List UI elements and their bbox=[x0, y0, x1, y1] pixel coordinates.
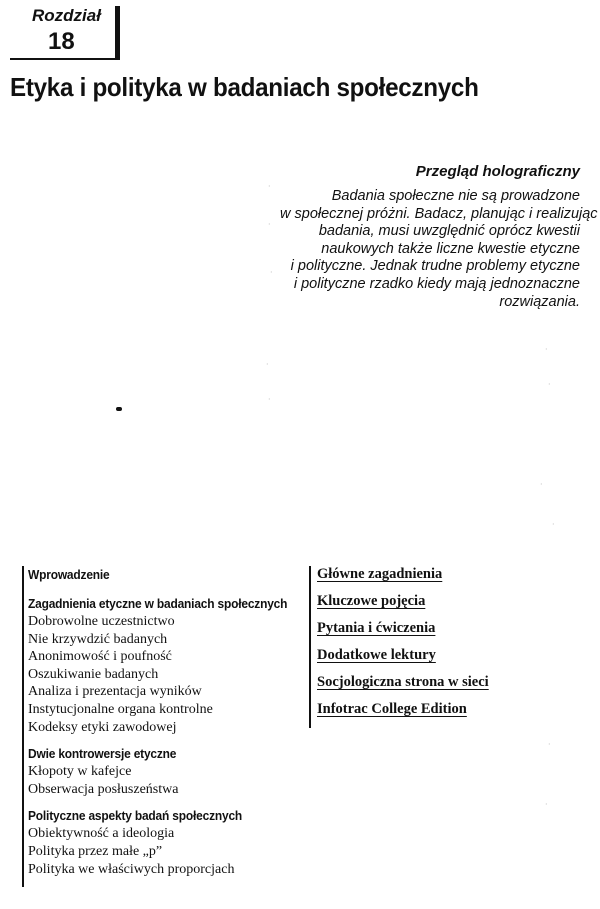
toc-item: Polityka przez małe „p” bbox=[28, 843, 163, 859]
chapter-number: 18 bbox=[48, 28, 75, 55]
toc-heading: Polityczne aspekty badań społecznych bbox=[28, 808, 243, 824]
toc-section bbox=[28, 807, 298, 878]
chapter-contents-right bbox=[309, 566, 502, 728]
bleed-through-marks: · bbox=[540, 480, 543, 489]
toc-section bbox=[28, 595, 298, 736]
toc-link-web-page: Socjologiczna strona w sieci bbox=[317, 674, 489, 690]
overview-line: w społecznej próżni. Badacz, planując i realizując bbox=[280, 205, 598, 222]
toc-link-infotrac: Infotrac College Edition bbox=[317, 701, 467, 717]
overview-line: naukowych także liczne kwestie etyczne bbox=[321, 240, 580, 257]
toc-item: Polityka we właściwych proporcjach bbox=[28, 861, 235, 877]
toc-item: Instytucjonalne organa kontrolne bbox=[28, 701, 213, 717]
toc-item: Kodeksy etyki zawodowej bbox=[28, 719, 177, 735]
overview-heading: Przegląd holograficzny bbox=[415, 163, 580, 180]
toc-section bbox=[28, 745, 298, 798]
bleed-through-marks: · bbox=[548, 380, 551, 389]
overview-line: i polityczne. Jednak trudne problemy etyczne bbox=[290, 258, 580, 275]
toc-heading: Wprowadzenie bbox=[28, 567, 110, 582]
chapter-title: Etyka i polityka w badaniach społecznych bbox=[10, 72, 479, 102]
chapter-label: Rozdział bbox=[32, 6, 101, 25]
toc-heading: Zagadnienia etyczne w badaniach społecznych bbox=[28, 596, 288, 611]
stray-mark bbox=[116, 407, 122, 411]
toc-link-main-topics: Główne zagadnienia bbox=[317, 566, 443, 582]
toc-item: Kłopoty w kafejce bbox=[28, 764, 132, 780]
overview-line: badania, musi uwzględnić oprócz kwestii bbox=[318, 223, 580, 240]
toc-item: Nie krzywdzić badanych bbox=[28, 631, 168, 647]
overview-line: i polityczne rzadko kiedy mają jednoznaczne bbox=[293, 275, 580, 292]
bleed-through-marks: · bbox=[268, 220, 271, 229]
chapter-badge bbox=[10, 6, 120, 60]
bleed-through-marks: · bbox=[552, 520, 555, 529]
overview-line: Badania społeczne nie są prowadzone bbox=[331, 188, 580, 204]
toc-link-questions: Pytania i ćwiczenia bbox=[317, 620, 436, 636]
overview-line: rozwiązania. bbox=[499, 293, 580, 310]
bleed-through-marks: · bbox=[270, 268, 273, 277]
toc-item: Obiektywność a ideologia bbox=[28, 826, 175, 842]
toc-link-readings: Dodatkowe lektury bbox=[317, 647, 436, 663]
overview-text bbox=[280, 188, 598, 311]
toc-heading: Dwie kontrowersje etyczne bbox=[28, 746, 177, 762]
toc-link-key-terms: Kluczowe pojęcia bbox=[317, 593, 426, 609]
toc-item: Oszukiwanie badanych bbox=[28, 666, 159, 682]
toc-item: Analiza i prezentacja wyników bbox=[28, 684, 202, 700]
chapter-contents-left bbox=[22, 566, 298, 887]
toc-item: Anonimowość i poufność bbox=[28, 649, 172, 665]
bleed-through-marks: · bbox=[545, 800, 548, 809]
bleed-through-marks: · bbox=[548, 740, 551, 749]
bleed-through-marks: · bbox=[266, 360, 269, 369]
bleed-through-marks: · bbox=[545, 345, 548, 354]
toc-item: Obserwacja posłuszeństwa bbox=[28, 781, 179, 797]
bleed-through-marks: · bbox=[268, 182, 271, 191]
bleed-through-marks: · bbox=[268, 395, 271, 404]
toc-item: Dobrowolne uczestnictwo bbox=[28, 614, 175, 629]
